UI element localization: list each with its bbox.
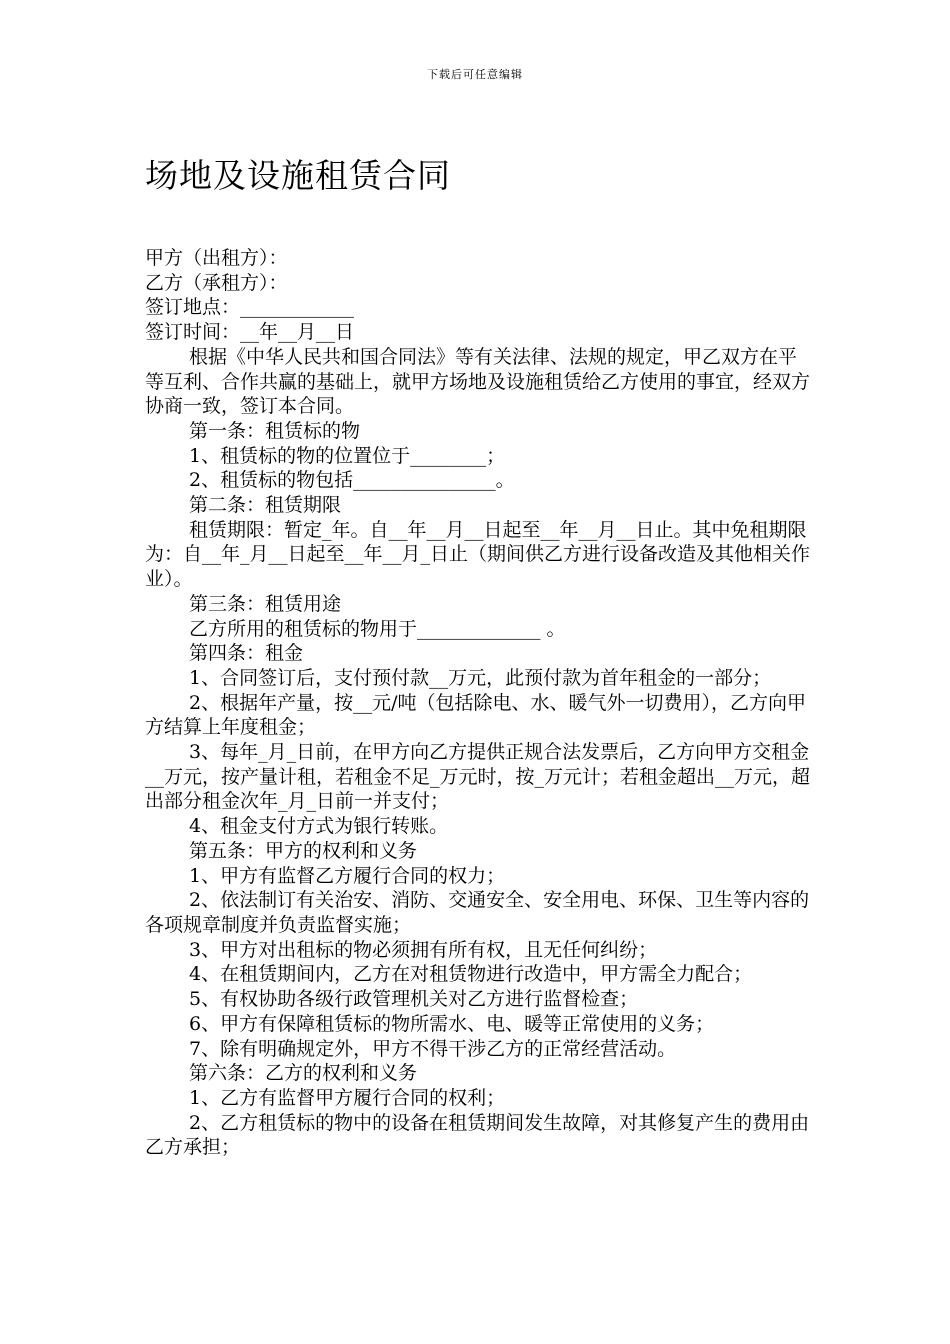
document-paragraph: 1、乙方有监督甲方履行合同的权利； [189,1086,506,1109]
document-title: 场地及设施租赁合同 [145,156,451,195]
document-paragraph: 1、租赁标的物的位置位于________； [189,444,506,467]
document-paragraph: 签订时间：__年__月__日 [145,321,355,344]
document-paragraph: 5、有权协助各级行政管理机关对乙方进行监督检查； [189,988,639,1011]
document-paragraph: 6、甲方有保障租赁标的物所需水、电、暖等正常使用的义务； [189,1012,715,1035]
document-paragraph: 乙方（承租方）： [145,271,288,294]
document-paragraph: 第五条：甲方的权利和义务 [189,839,418,862]
document-paragraph: 签订地点：____________ [145,296,355,319]
document-paragraph: 7、除有明确规定外，甲方不得干涉乙方的正常经营活动。 [189,1037,677,1060]
document-paragraph: 2、乙方租赁标的物中的设备在租赁期间发生故障，对其修复产生的费用由乙方承担； [145,1111,810,1159]
document-paragraph: 1、甲方有监督乙方履行合同的权力； [189,864,506,887]
document-body [145,246,810,1160]
document-paragraph: 4、在租赁期间内，乙方在对租赁物进行改造中，甲方需全力配合； [189,963,753,986]
document-paragraph: 第三条：租赁用途 [189,592,342,615]
document-paragraph: 第一条：租赁标的物 [189,419,361,442]
document-paragraph: 租赁期限：暂定_年。自__年__月__日起至__年__月__日止。其中免租期限为：自__年_月__日起至__年__月_日止（期间供乙方进行设备改造及其他相关作业）。 [145,518,811,591]
page-header: 下载后可任意编辑 [427,68,523,81]
document-paragraph: 第六条：乙方的权利和义务 [189,1062,418,1085]
document-paragraph: 4、租金支付方式为银行转账。 [189,815,449,838]
document-paragraph: 2、根据年产量，按__元/吨（包括除电、水、暖气外一切费用），乙方向甲方结算上年度租金； [145,691,806,739]
document-paragraph: 2、租赁标的物包括_______________。 [189,469,515,492]
document-paragraph: 3、每年_月_日前，在甲方向乙方提供正规合法发票后，乙方向甲方交租金 __万元，按产量计租，若租金不足_万元时，按_万元计；若租金超出__万元，超出部分租金次年_月_日前一并支付； [145,741,811,813]
document-paragraph: 乙方所用的租赁标的物用于_____________ 。 [189,617,566,640]
document-paragraph: 根据《中华人民共和国合同法》等有关法律、法规的规定，甲乙双方在平等互利、合作共赢的基础上，就甲方场地及设施租赁给乙方使用的事宜，经双方协商一致，签订本合同。 [145,345,811,418]
document-paragraph: 2、依法制订有关治安、消防、交通安全、安全用电、环保、卫生等内容的各项规章制度并负责监督实施； [145,889,810,936]
document-paragraph: 第二条：租赁期限 [189,494,342,517]
document-paragraph: 第四条：租金 [189,642,304,665]
document-paragraph: 1、合同签订后，支付预付款__万元，此预付款为首年租金的一部分； [189,666,772,689]
document-paragraph: 甲方（出租方）： [145,247,288,269]
document-paragraph: 3、甲方对出租标的物必须拥有所有权，且无任何纠纷； [189,938,658,961]
